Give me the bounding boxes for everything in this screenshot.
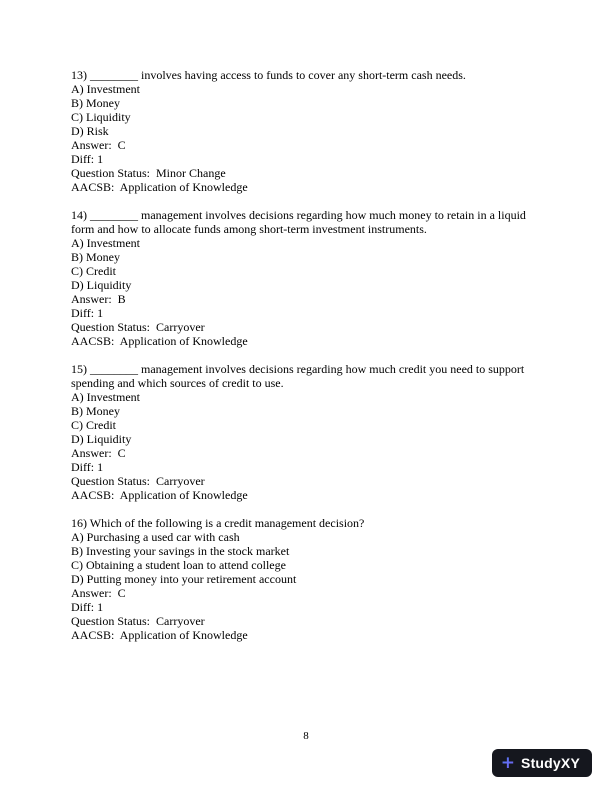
diff-line: Diff: 1 bbox=[71, 600, 104, 614]
answer-line: Answer: B bbox=[71, 292, 126, 306]
choice-a: A) Purchasing a used car with cash bbox=[71, 530, 240, 544]
choice-d: D) Liquidity bbox=[71, 278, 132, 292]
question-stem: 16) Which of the following is a credit management decision? bbox=[71, 516, 365, 530]
aacsb-line: AACSB: Application of Knowledge bbox=[71, 488, 248, 502]
question-stem: 15) ________ management involves decisions regarding how much credit you need to support spending and which sources of credit to use. bbox=[71, 362, 528, 390]
choice-d: D) Putting money into your retirement account bbox=[71, 572, 297, 586]
choice-c: C) Obtaining a student loan to attend college bbox=[71, 558, 286, 572]
question-block-13 bbox=[71, 68, 542, 194]
choice-b: B) Money bbox=[71, 250, 120, 264]
diff-line: Diff: 1 bbox=[71, 460, 104, 474]
choice-a: A) Investment bbox=[71, 236, 140, 250]
question-block-15 bbox=[71, 362, 542, 502]
studyxy-logo bbox=[492, 749, 592, 777]
questions-list bbox=[71, 68, 542, 656]
answer-line: Answer: C bbox=[71, 586, 126, 600]
status-line: Question Status: Carryover bbox=[71, 614, 205, 628]
status-line: Question Status: Carryover bbox=[71, 320, 205, 334]
status-line: Question Status: Minor Change bbox=[71, 166, 226, 180]
aacsb-line: AACSB: Application of Knowledge bbox=[71, 628, 248, 642]
choice-a: A) Investment bbox=[71, 390, 140, 404]
question-stem: 13) ________ involves having access to funds to cover any short-term cash needs. bbox=[71, 68, 466, 82]
diff-line: Diff: 1 bbox=[71, 306, 104, 320]
choice-c: C) Liquidity bbox=[71, 110, 131, 124]
choice-b: B) Money bbox=[71, 96, 120, 110]
choice-b: B) Investing your savings in the stock market bbox=[71, 544, 290, 558]
aacsb-line: AACSB: Application of Knowledge bbox=[71, 334, 248, 348]
logo-text: StudyXY bbox=[521, 755, 580, 771]
answer-line: Answer: C bbox=[71, 138, 126, 152]
aacsb-line: AACSB: Application of Knowledge bbox=[71, 180, 248, 194]
question-block-16 bbox=[71, 516, 542, 642]
diff-line: Diff: 1 bbox=[71, 152, 104, 166]
answer-line: Answer: C bbox=[71, 446, 126, 460]
question-stem: 14) ________ management involves decisions regarding how much money to retain in a liquid form and how to allocate funds among short-term investment instruments. bbox=[71, 208, 529, 236]
plus-icon: + bbox=[500, 752, 516, 773]
choice-a: A) Investment bbox=[71, 82, 140, 96]
choice-d: D) Liquidity bbox=[71, 432, 132, 446]
question-block-14 bbox=[71, 208, 542, 348]
choice-d: D) Risk bbox=[71, 124, 109, 138]
status-line: Question Status: Carryover bbox=[71, 474, 205, 488]
page-number: 8 bbox=[303, 730, 309, 742]
choice-c: C) Credit bbox=[71, 264, 116, 278]
choice-b: B) Money bbox=[71, 404, 120, 418]
choice-c: C) Credit bbox=[71, 418, 116, 432]
